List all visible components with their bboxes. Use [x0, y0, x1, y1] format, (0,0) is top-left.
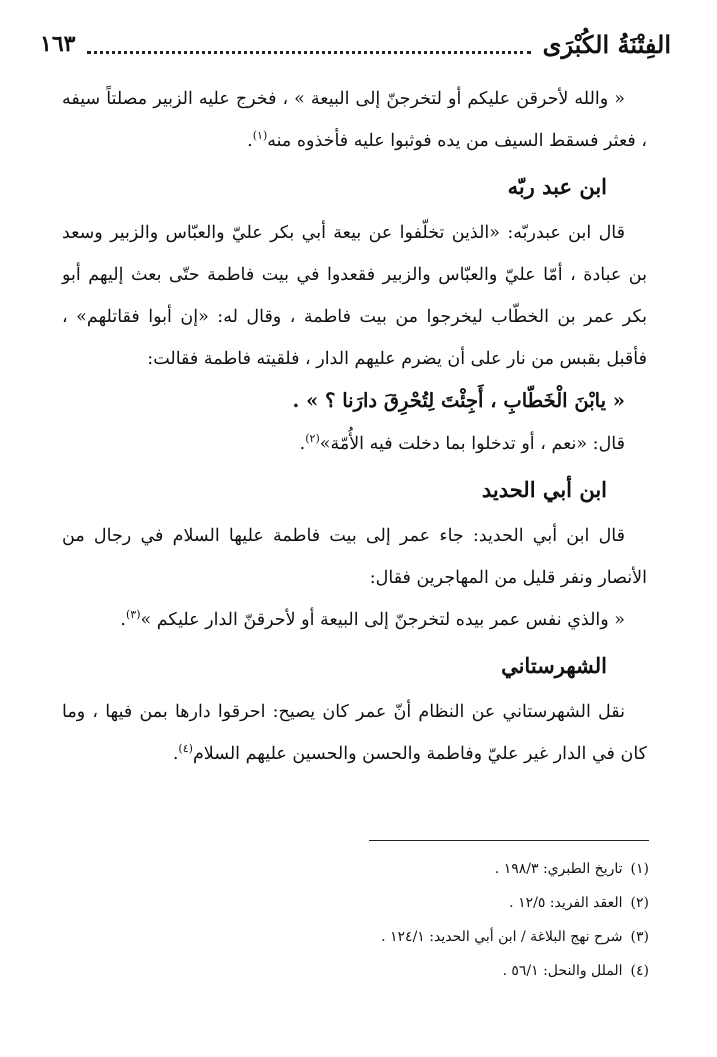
running-title: الفِتْنَةُ الكُبْرَى: [542, 29, 671, 59]
footnote-ref-1: (١): [252, 129, 268, 143]
paragraph-5-text: نقل الشهرستاني عن النظام أنّ عمر كان يصيح: احرقوا دارها بمن فيها ، وما كان في الدار غير عليّ وفاطمة والحسن والحسين عليهم السلام: [62, 702, 647, 764]
quote-2-text: « والذي نفس عمر بيده لتخرجنّ إلى البيعة أو لأحرقنّ الدار عليكم »: [140, 610, 625, 630]
quote-2: « والذي نفس عمر بيده لتخرجنّ إلى البيعة أو لأحرقنّ الدار عليكم »$^{(٣)}$.: [120, 608, 625, 630]
footnotes: [300, 852, 649, 988]
paragraph-2: قال ابن عبدربّه: «الذين تخلّفوا عن بيعة أبي بكر عليّ والعبّاس والزبير وسعد بن عبادة ، أمّا عليّ والعبّاس والزبير فقعدوا في بيت فاطمة حتّى بعث إليهم أبو بكر عمر بن الخطّاب ليخرجوا من بيت فاطمة ، وقال له: «إن أبوا فقاتلهم» ، فأقبل بقبس من نار على أن يضرم عليهم الدار ، فلقيته فاطمة فقالت:: [62, 223, 647, 369]
footnote-4: [300, 954, 649, 988]
footnote-text: العقد الفريد: ١٢/٥ .: [509, 895, 623, 911]
page-header: [40, 22, 671, 66]
paragraph-3-text: قال: «نعم ، أو تدخلوا بما دخلت فيه الأُمّة»: [319, 434, 625, 454]
page-body: [62, 78, 647, 775]
quote-1-text: « يابْنَ الْخَطّابِ ، أَجِئْتَ لِتُحْرِقَ دارَنا ؟ » .: [292, 389, 625, 412]
footnote-3: [300, 920, 649, 954]
section-heading-shahrastani: الشهرستاني: [501, 653, 607, 678]
paragraph-5: نقل الشهرستاني عن النظام أنّ عمر كان يصيح: احرقوا دارها بمن فيها ، وما كان في الدار غير عليّ وفاطمة والحسن والحسين عليهم السلام$^{(٤)}$.: [62, 702, 647, 764]
footnote-separator: [369, 840, 649, 841]
footnote-1: [300, 852, 649, 886]
page-number: ١٦٣: [40, 31, 76, 57]
footnote-number: (١): [630, 861, 649, 877]
quote-1: [62, 380, 647, 423]
footnote-number: (٣): [630, 929, 649, 945]
paragraph-3: قال: «نعم ، أو تدخلوا بما دخلت فيه الأُمّة»$^{(٢)}$.: [299, 432, 625, 454]
footnote-text: تاريخ الطبري: ١٩٨/٣ .: [494, 861, 623, 877]
footnote-number: (٢): [630, 895, 649, 911]
paragraph-4: قال ابن أبي الحديد: جاء عمر إلى بيت فاطمة عليها السلام في رجال من الأنصار ونفر قليل من المهاجرين فقال:: [62, 526, 647, 588]
section-heading-ibn-abd-rabbih: ابن عبد ربّه: [507, 174, 607, 199]
footnote-text: الملل والنحل: ٥٦/١ .: [502, 963, 623, 979]
footnote-2: [300, 886, 649, 920]
paragraph-1-text: « والله لأحرقن عليكم أو لتخرجنّ إلى البيعة » ، فخرج عليه الزبير مصلتاً سيفه ، فعثر فسقط السيف من يده فوثبوا عليه فأخذوه منه: [62, 89, 647, 151]
footnote-ref-3: (٣): [125, 608, 141, 622]
header-dot-leader: [87, 51, 530, 54]
paragraph-1: « والله لأحرقن عليكم أو لتخرجنّ إلى البيعة » ، فخرج عليه الزبير مصلتاً سيفه ، فعثر فسقط السيف من يده فوثبوا عليه فأخذوه منه$^{(١)}$.: [62, 89, 647, 151]
footnote-number: (٤): [630, 963, 649, 979]
footnote-text: شرح نهج البلاغة / ابن أبي الحديد: ١٢٤/١ .: [381, 929, 623, 945]
section-heading-ibn-abi-al-hadid: ابن أبي الحديد: [481, 477, 607, 502]
footnote-ref-4: (٤): [178, 742, 193, 756]
footnote-ref-2: (٢): [305, 432, 320, 446]
